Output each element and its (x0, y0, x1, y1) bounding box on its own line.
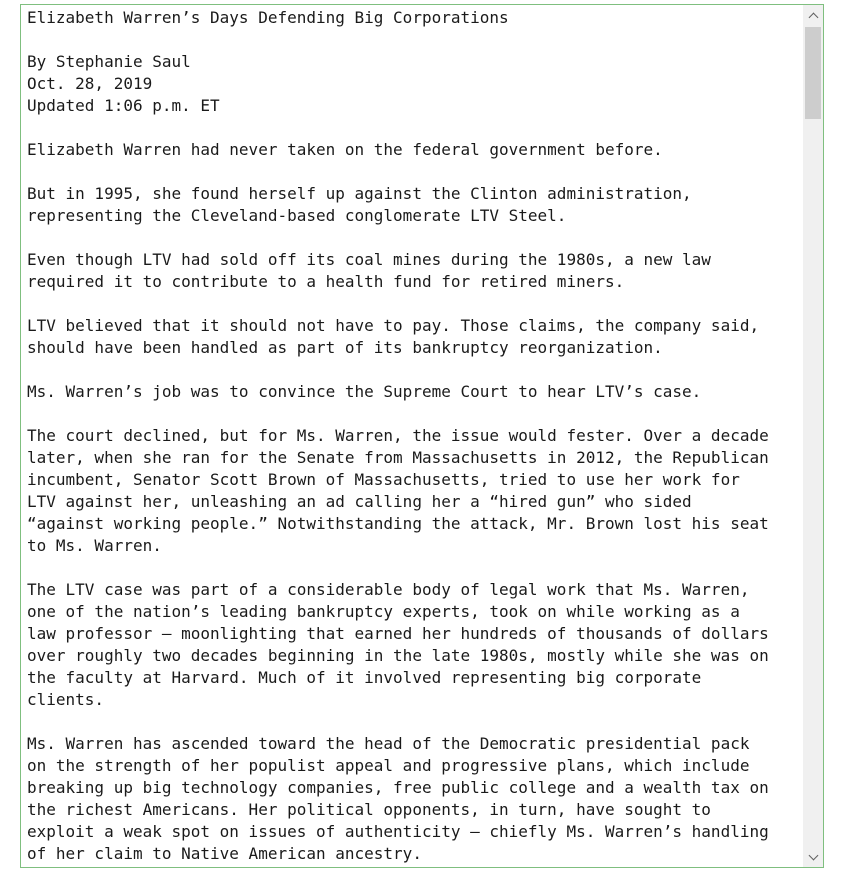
scroll-up-button[interactable] (803, 5, 823, 25)
scroll-thumb[interactable] (805, 27, 821, 119)
scroll-down-button[interactable] (803, 847, 823, 867)
article-text[interactable] (21, 5, 803, 865)
paragraph: But in 1995, she found herself up against the Clinton administration, representing the Cleveland-based conglomerate LTV Steel. (27, 184, 692, 225)
chevron-down-icon (808, 850, 818, 860)
paragraph: Even though LTV had sold off its coal mines during the 1980s, a new law required it to contribute to a health fund for retired miners. (27, 250, 711, 291)
paragraph: Ms. Warren’s job was to convince the Supreme Court to hear LTV’s case. (27, 382, 702, 401)
paragraph: The court declined, but for Ms. Warren, the issue would fester. Over a decade later, when she ran for the Senate from Massachusetts in 2012, the Republican incumbent, Senator Scott Brown of Massachusetts, tried to use her work for LTV against her, unleashing an ad calling her a “hired gun” who sided “against working people.” Notwithstanding the attack, Mr. Brown lost his seat to Ms. Warren. (27, 426, 769, 555)
text-area[interactable] (21, 5, 803, 867)
byline-block: By Stephanie Saul Oct. 28, 2019 Updated 1:06 p.m. ET (27, 52, 220, 115)
paragraph: LTV believed that it should not have to pay. Those claims, the company said, should have been handled as part of its bankruptcy reorganization. (27, 316, 760, 357)
paragraph: The LTV case was part of a considerable body of legal work that Ms. Warren, one of the nation’s leading bankruptcy experts, took on while working as a law professor — moonlighting that earned her hundreds of thousands of dollars over roughly two decades beginning in the late 1980s, mostly while she was on the faculty at Harvard. Much of it involved representing big corporate clients. (27, 580, 769, 709)
vertical-scrollbar[interactable] (803, 5, 823, 867)
paragraph: Elizabeth Warren had never taken on the federal government before. (27, 140, 663, 159)
chevron-up-icon (808, 12, 818, 22)
paragraph: Ms. Warren has ascended toward the head of the Democratic presidential pack on the strength of her populist appeal and progressive plans, which include breaking up big technology companies, free public college and a wealth tax on the richest Americans. Her political opponents, in turn, have sought to exploit a weak spot on issues of authenticity — chiefly Ms. Warren’s handling of her claim to Native American ancestry. (27, 734, 769, 863)
article-title: Elizabeth Warren’s Days Defending Big Corporations (27, 8, 509, 27)
text-editor-window (20, 4, 824, 868)
